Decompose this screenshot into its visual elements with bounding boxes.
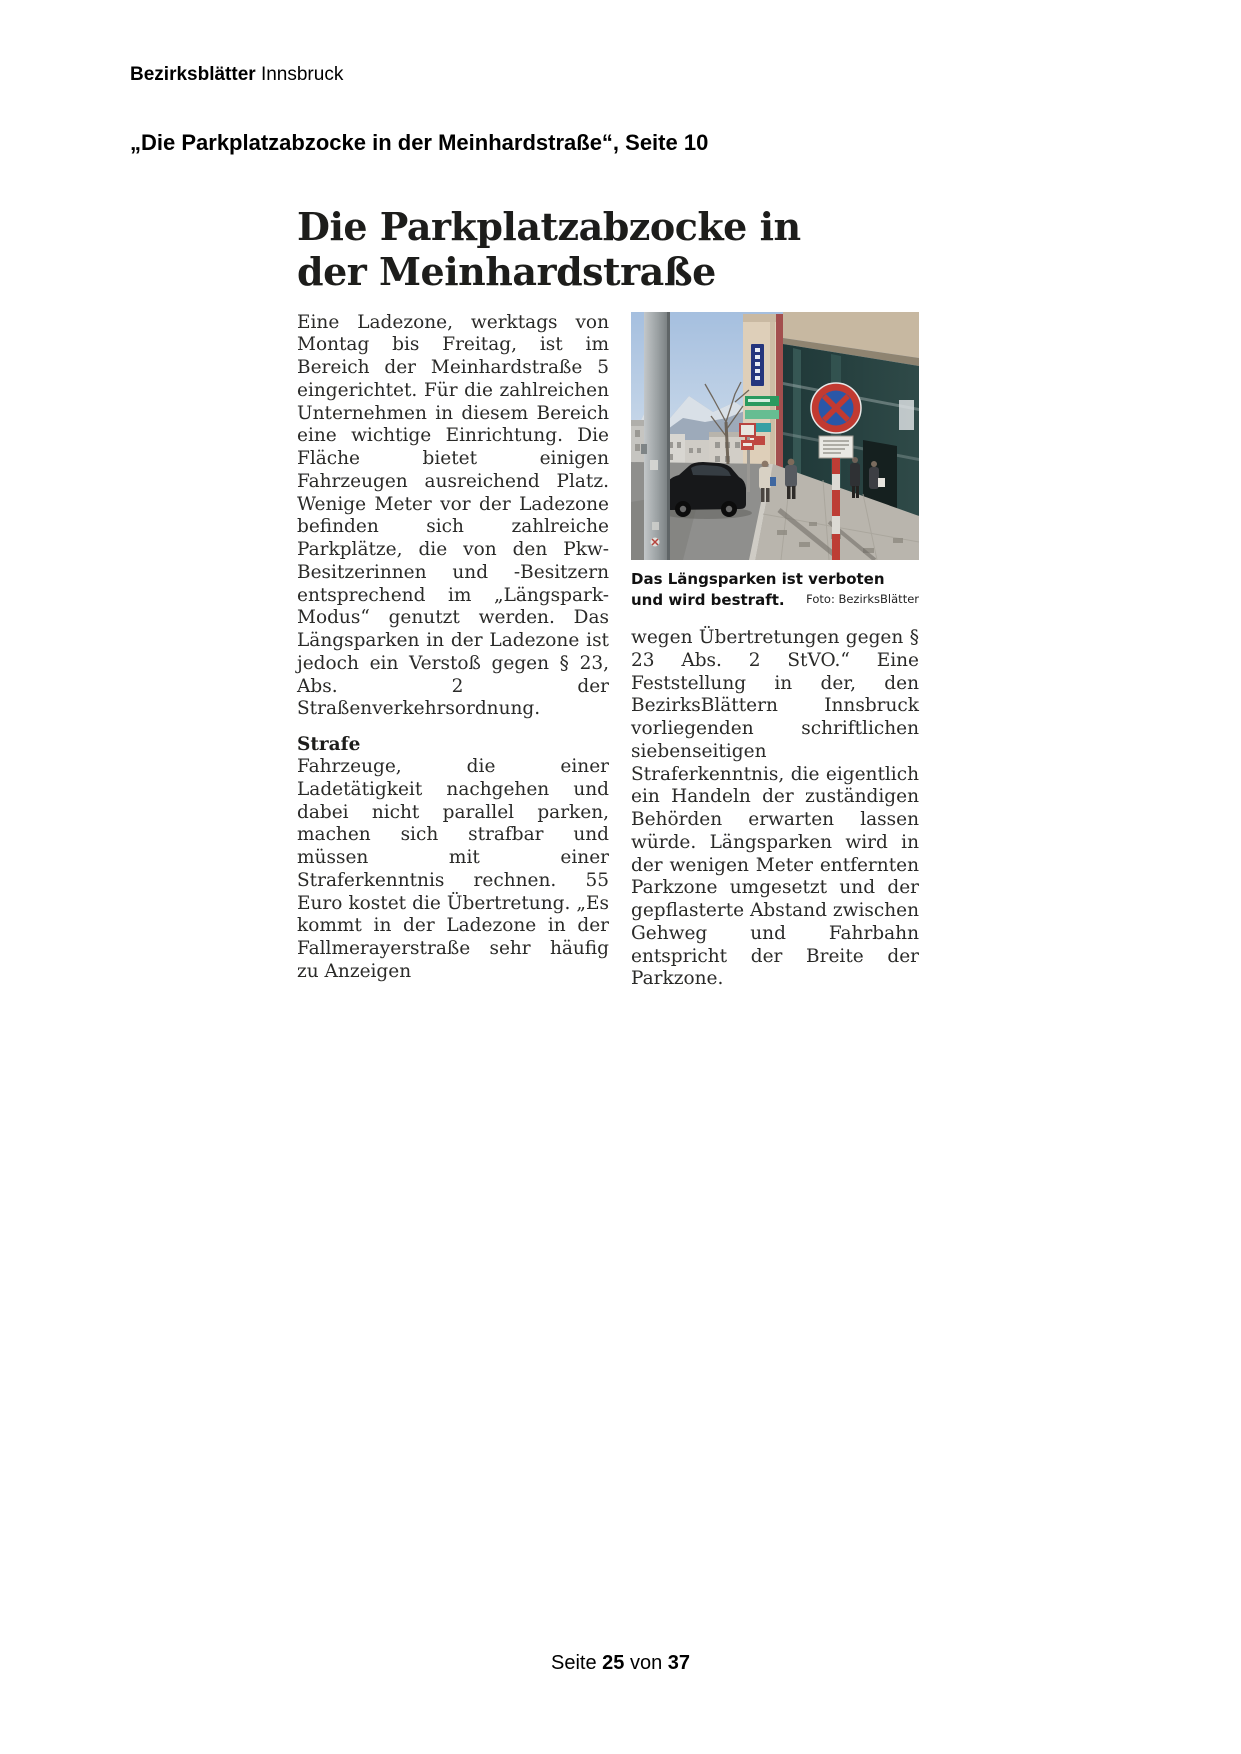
article-subheading-strafe: Strafe	[297, 734, 361, 756]
publication-header	[130, 64, 343, 87]
footer-total-pages: 37	[667, 1652, 691, 1674]
article-paragraph-1: Eine Ladezone, werktags von Montag bis Freitag, ist im Bereich der Meinhardstraße 5 eingerichtet. Für die zahlreichen Unternehmen in diesem Bereich eine wichtige Einrichtung. Die Fläche bietet einigen Fahrzeugen ausreichend Platz. Wenige Meter vor der Ladezone befinden sich zahlreiche Parkplätze, die von den Pkw-Besitzerinnen und -Besitzern entsprechend im „Längspark-Modus“ genutzt werden. Das Längsparken in der Ladezone ist jedoch ein Verstoß gegen § 23, Abs. 2 der Straßenverkehrsordnung.	[297, 311, 609, 720]
footer-page-label: Seite	[550, 1652, 597, 1674]
article-columns	[297, 312, 919, 992]
page-footer	[0, 1652, 1241, 1675]
traffic-mast	[641, 312, 670, 560]
footer-of-label: von	[629, 1652, 663, 1674]
article-column-2	[631, 312, 919, 992]
footer-current-page: 25	[602, 1652, 625, 1674]
article-column-1	[297, 312, 609, 992]
article-paragraph-2: Fahrzeuge, die einer Ladetätigkeit nachgehen und dabei nicht parallel parken, machen sich strafbar und müssen mit einer Straferkenntnis rechnen. 55 Euro kostet die Übertretung. „Es kommt in der Ladezone in der Fallmerayerstraße sehr häufig zu Anzeigen	[297, 756, 609, 982]
article-clipping	[297, 205, 919, 991]
street-photo-graphic	[631, 312, 919, 560]
article-paragraph-3: wegen Übertretungen gegen § 23 Abs. 2 StVO.“ Eine Feststellung in der, den BezirksBlättern Innsbruck vorliegenden schriftlichen siebenseitigen Straferkenntnis, die eigentlich ein Handeln der zuständigen Behörden erwarten lassen würde. Längsparken wird in der wenigen Meter entfernten Parkzone umgesetzt und der gepflasterte Abstand zwischen Gehweg und Fahrbahn entspricht der Breite der Parkzone.	[631, 627, 919, 990]
article-headline: Die Parkplatzabzocke in der Meinhardstraße	[297, 204, 801, 294]
publication-name: Bezirksblätter	[130, 64, 256, 85]
article-photo	[631, 312, 919, 560]
photo-credit: Foto: BezirksBlätter	[806, 592, 919, 607]
publication-edition: Innsbruck	[260, 64, 344, 85]
photo-caption-block	[631, 569, 919, 613]
photo-caption: Das Längsparken ist verboten und wird bestraft.	[631, 569, 885, 610]
clipping-subject-line: „Die Parkplatzabzocke in der Meinhardstraße“, Seite 10	[130, 130, 709, 155]
